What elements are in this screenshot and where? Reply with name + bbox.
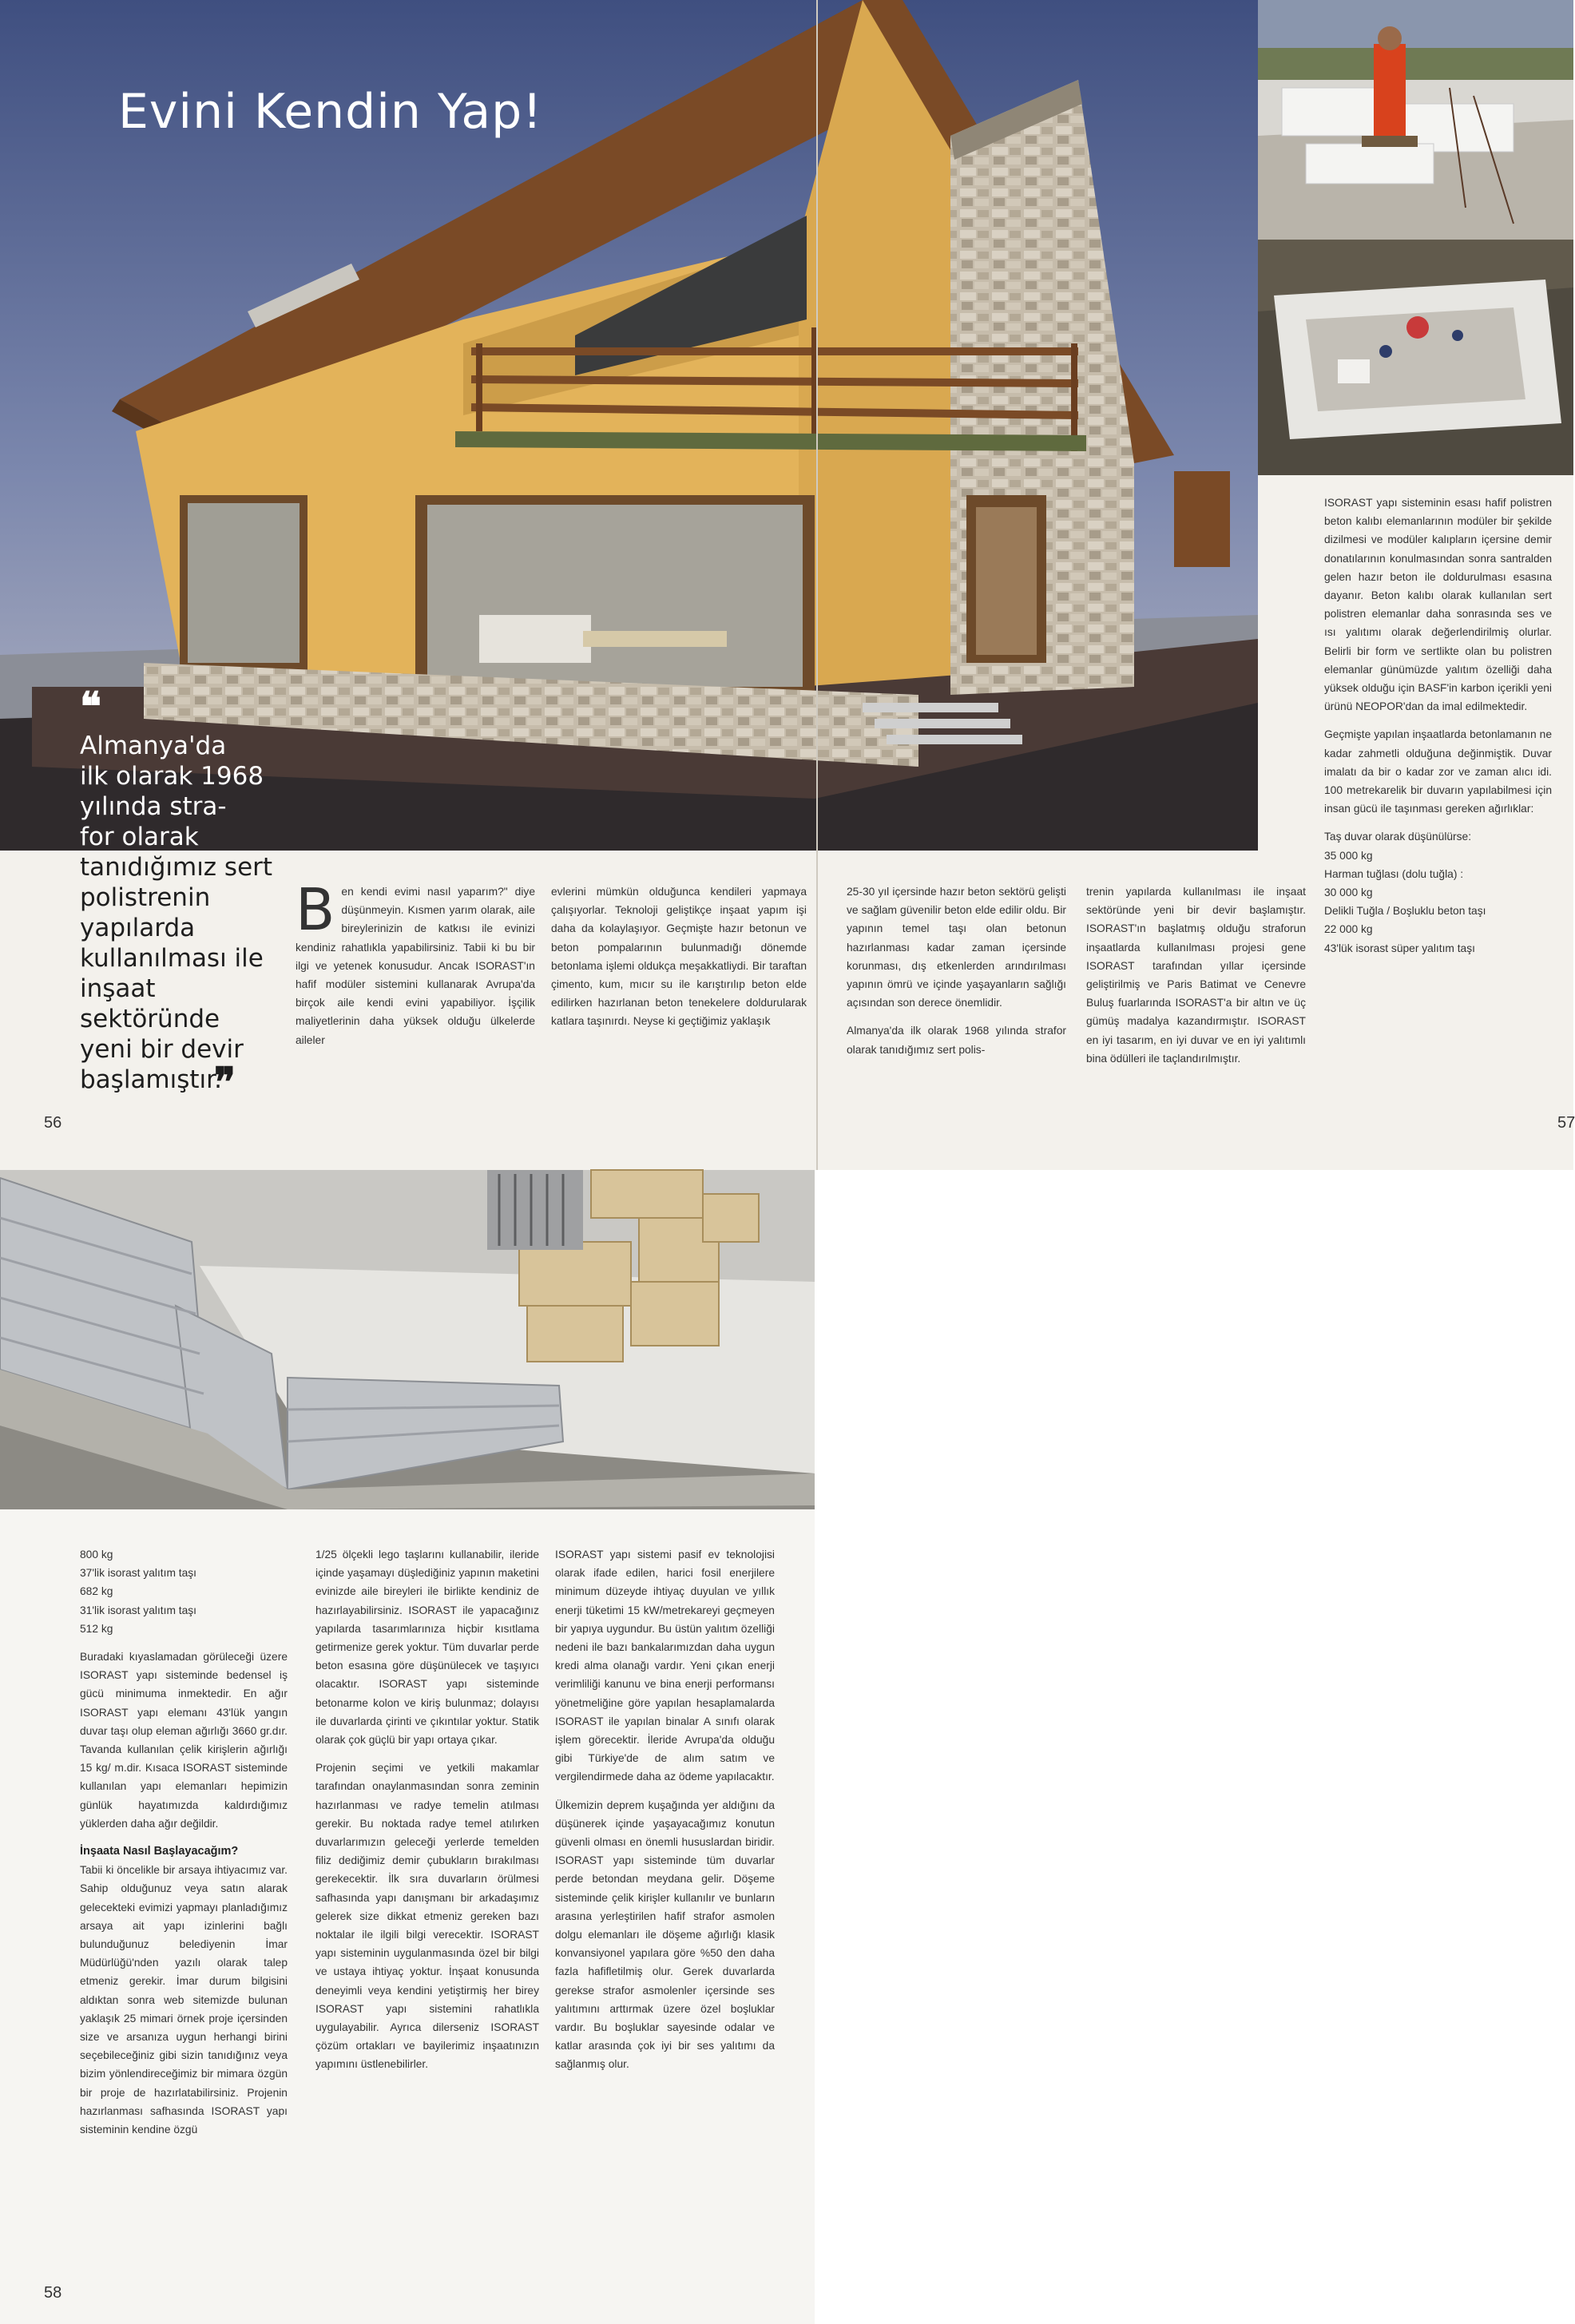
p57-col3-paragraph: Geçmişte yapılan inşaatlarda betonlamanın ne kadar zahmetli olduğuna değinmiştik. Duvar imalatı da bir o kadar zor ve zaman alıcı idi. 100 metrekarelik bir duvarın yapılabilmesi için insan gücü ile taşınması gereken ağırlıklar:: [1324, 728, 1552, 815]
p57-col1-paragraph: 25-30 yıl içersinde hazır beton sektörü gelişti ve sağlam güvenilir beton elde edilir oldu. Bir yapının temel taşı olan betonun hazırlanması kadar zaman içersinde korunması, dış etkenlerden arındırılması yapının ömrü ve içinde yaşayanların sağlığı açısından son derece önemlidir.: [847, 886, 1066, 1009]
p58-col1-paragraph: Tabii ki öncelikle bir arsaya ihtiyacımız var. Sahip olduğunuz veya satın alarak gelecekteki evimizi yapmayı planladığımız arsaya ait yapı izinlerini bağlı bulunduğunuz belediyenin İmar Müdürlüğü'nden yazılı olarak talep etmeniz gerekir. İmar durum bilgisini aldıktan sonra web sitemizde bulunan yaklaşık 25 mimari örnek proje içersinden size ve arsanıza uygun herhangi birini seçebileceğiniz gibi sizin tanıdığınız veya bizim yönlendireceğimiz bir mimara özgün bir proje de hazırlatabilirsiniz. Projenin hazırlanması safhasında ISORAST yapı sisteminin kendine özgü: [80, 1864, 288, 2136]
p56-col2-text: evlerini mümkün olduğunca kendileri yapmaya çalışıyorlar. Teknoloji geliştikçe inşaat yapım işi daha da kolaylaşıyor. Geçmişte hazır betonun ve beton pompalarının bulunmadığı dönemde betonlama işlemi oldukça meşakkatliydi. Bir taraftan çimento, kum, mıcır su ile karıştırılıp beton elde edilirken hazırlanan beton tenekelere doldurularak katlara taşınırdı. Neyse ki geçtiğimiz yaklaşık: [551, 886, 807, 1028]
p58-column-3: [555, 1545, 775, 2084]
p57-column-3: [1324, 494, 1552, 958]
weight-list-item: 682 kg: [80, 1585, 113, 1598]
weight-list-item: 35 000 kg: [1324, 849, 1373, 862]
section-heading: İnşaata Nasıl Başlayacağım?: [80, 1845, 239, 1858]
p57-column-1: [847, 882, 1066, 1069]
pull-quote-line: yeni bir devir: [80, 1035, 244, 1064]
pull-quote-line: Almanya'da: [80, 732, 227, 760]
pull-quote-line: for olarak: [80, 823, 199, 851]
drop-cap: B: [296, 876, 335, 943]
pull-quote-line: sektöründe: [80, 1005, 220, 1033]
basement-photo: [1258, 240, 1573, 475]
magazine-page-58: [0, 1170, 815, 2324]
weight-list-item: 512 kg: [80, 1622, 113, 1635]
p57-column-2: [1086, 882, 1306, 1068]
p58-column-2: [315, 1545, 539, 2084]
p58-col2-paragraph: 1/25 ölçekli lego taşlarını kullanabilir, ileride içinde yaşamayı düşlediğiniz yapının maketini evinizde aile bireyleri ile birlikte kendiniz de hazırlayabilirsiniz. ISORAST ile yapacağınız yapılarda tasarımlarınıza hiçbir kısıtlama getirmenize gerek yoktur. Tüm duvarlar perde beton esasına göre düşünülecek ve taşıyıcı olacaktır. ISORAST yapı sisteminde betonarme kolon ve kiriş bulunmaz; dolayısı ile duvarlarda çirinti ve çıkıntılar yoktur. Statik olarak çok güçlü bir yapı ortaya çıkar.: [315, 1549, 539, 1747]
pull-quote-line: yapılarda: [80, 914, 196, 942]
weight-list-item: 43'lük isorast süper yalıtım taşı: [1324, 942, 1475, 954]
weight-list-item: Delikli Tuğla / Boşluklu beton taşı: [1324, 905, 1486, 918]
weight-list-item: Taş duvar olarak düşünülürse:: [1324, 831, 1472, 843]
blank-area: [815, 1170, 1573, 2324]
pull-quote: [80, 731, 280, 1095]
weight-list-item: Harman tuğlası (dolu tuğla) :: [1324, 867, 1464, 880]
p58-col1-paragraph: Buradaki kıyaslamadan görüleceği üzere ISORAST yapı sisteminde bedensel iş gücü minimuma inmektedir. En ağır ISORAST yapı elemanı 43'lük yangın duvar taşı olup eleman ağırlığı 3660 gr.dır. Tavanda kullanılan çelik kirişlerin ağırlığı 15 kg/ m.dir. Kısaca ISORAST sisteminde kullanılan yapı elemanları hepimizin günlük hayatımızda kaldırdığımız yüklerden daha ağır değildir.: [80, 1651, 288, 1830]
pull-quote-line: tanıdığımız sert: [80, 853, 273, 882]
pull-quote-line: başlamıştır.: [80, 1065, 222, 1094]
open-quote-mark: ❝: [80, 683, 101, 730]
pull-quote-line: ilk olarak 1968: [80, 762, 264, 791]
p56-column-2: [551, 882, 807, 1031]
p58-col3-paragraph: ISORAST yapı sistemi pasif ev teknolojisi olarak ifade edilen, harici fosil enerjilere minimum düzeyde ihtiyaç duyulan ve yıllık enerji tüketimi 15 kW/metrekareyi geçmeyen bir yapıya uygundur. Bu üstün yalıtım özelliği nedeni ile bazı bankalarımızdan daha uygun kredi alma olanağı vardır. Yeni çıkan enerji verimliliği kanunu ve bina enerji performansı yönetmeliğine göre yapılan hesaplamalarda ISORAST ile yapılan binalar A sınıfı olarak işlem görecektir. İleride Avrupa'da olduğu gibi Türkiye'de de alım satım ve vergilendirmede daha az ödeme yapılacaktır.: [555, 1549, 775, 1783]
weight-list-item: 30 000 kg: [1324, 886, 1373, 899]
pull-quote-line: inşaat: [80, 974, 156, 1003]
weight-list-continued: [80, 1545, 288, 1638]
page-number-56: 56: [44, 1114, 62, 1132]
page-number-58: 58: [44, 2284, 62, 2302]
p58-col2-paragraph: Projenin seçimi ve yetkili makamlar tarafından onaylanmasından sonra zeminin hazırlanması ve radye temelin atılması gerekir. Bu noktada radye temel atılırken duvarlarımızın geleceği yerlerde temelden filiz dediğimiz demir çubukların bırakılması gerekecektir. İlk sıra duvarların örülmesi safhasında yapı danışmanı bir arkadaşımız gelerek size dikkat etmeniz gereken bazı noktalar ile ilgili bilgi verecektir. ISORAST yapı sisteminin uygulanmasında özel bir bilgi ve ustaya ihtiyaç yoktur. İnşaat konusunda deneyimli veya kendini yetiştirmiş her birey ISORAST yapı sistemini rahatlıkla uygulayabilir. Ayrıca dilerseniz ISORAST çözüm ortakları ve bayilerimiz inşaatınızın yapımını üstlenebilirler.: [315, 1762, 539, 2071]
p58-column-1: [80, 1545, 288, 2148]
weight-list: [1324, 827, 1552, 957]
pull-quote-line: kullanılması ile: [80, 944, 264, 973]
p57-col3-paragraph: ISORAST yapı sisteminin esası hafif polistren beton kalıbı elemanlarının modüler bir şekilde dizilmesi ve modüler kalıpların içersine demir donatılarının konulmasından sonra santralden gelen hazır beton ile doldurulması esasına dayanır. Beton kalıbı olarak kullanılan sert polistren elemanlar daha sonrasında ses ve ısı yalıtımı olarak değerlendirilmiş olurlar. Belirli bir form ve sertlikte olan bu polistren elemanlar günümüzde yalıtım özelliği daha yüksek olduğu için BASF'in karbon içerikli yeni ürünü NEOPOR'dan da imal edilmektedir.: [1324, 497, 1552, 713]
weight-list-item: 800 kg: [80, 1549, 113, 1561]
weight-list-item: 22 000 kg: [1324, 923, 1373, 936]
isorast-blocks-photo: [0, 1170, 815, 1509]
page-number-57: 57: [1557, 1114, 1575, 1132]
close-quote-mark: ❞: [214, 1058, 236, 1105]
pull-quote-line: polistrenin: [80, 883, 211, 912]
p56-column-1: [296, 876, 535, 1049]
p57-col1-paragraph: Almanya'da ilk olarak 1968 yılında strafor olarak tanıdığımız sert polis-: [847, 1025, 1066, 1056]
worker-photo: [1258, 0, 1573, 240]
spread-gutter: [816, 0, 818, 1170]
p56-col1-text: en kendi evimi nasıl yaparım?" diye düşünmeyin. Kısmen yarım olarak, aile bireylerinizin de katkısı ile evinizi kendiniz rahatlıkla yapabilirsiniz. Tabii ki bu bir ilgi ve yetenek konusudur. Ancak ISORAST'ın hafif modüler sistemini kullanarak Avrupa'da birçok aile kendi evini yapabiliyor. İşçilik maliyetlerinin daha yüksek olduğu ülkelerde aileler: [296, 886, 535, 1046]
p58-col3-paragraph: Ülkemizin deprem kuşağında yer aldığını da düşünerek içinde yaşayacağımız konutun güvenli olması en önemli hususlardan biridir. ISORAST yapı sisteminde tüm duvarlar perde betondan meydana gelir. Döşeme sisteminde çelik kirişler kullanılır ve bunların arasına yerleştirilen hafif strafor asmolen dolgu elemanları ile döşeme ağırlığı klasik konvansiyonel yapılara göre %50 den daha fazla hafifletilmiş olur. Gerek duvarlarda gerekse strafor asmolenler içersinde ses yalıtımını arttırmak üzere özel boşluklar vardır. Bu boşluklar sayesinde odalar ve katlar arasında çok iyi bir ses yalıtımı da sağlanmış olur.: [555, 1799, 775, 2071]
p57-col2-text: trenin yapılarda kullanılması ile inşaat sektöründe yeni bir devir başlamıştır. ISORAST'ın başlatmış olduğu straforun inşaatlarda kullanılması projesi gene ISORAST tarafından yıllar içersinde geliştirilmiş ve Paris Batimat ve Cenevre Buluş fuarlarında ISORAST'a bir altın ve üç gümüş madalya kazandırmıştır. ISORAST en iyi tasarım, en iyi duvar ve en iyi yalıtımlı bina ödülleri ile taçlandırılmıştır.: [1086, 886, 1306, 1065]
weight-list-item: 31'lik isorast yalıtım taşı: [80, 1604, 197, 1616]
article-title: Evini Kendin Yap!: [118, 84, 543, 140]
pull-quote-line: yılında stra-: [80, 792, 227, 821]
weight-list-item: 37'lik isorast yalıtım taşı: [80, 1567, 197, 1580]
